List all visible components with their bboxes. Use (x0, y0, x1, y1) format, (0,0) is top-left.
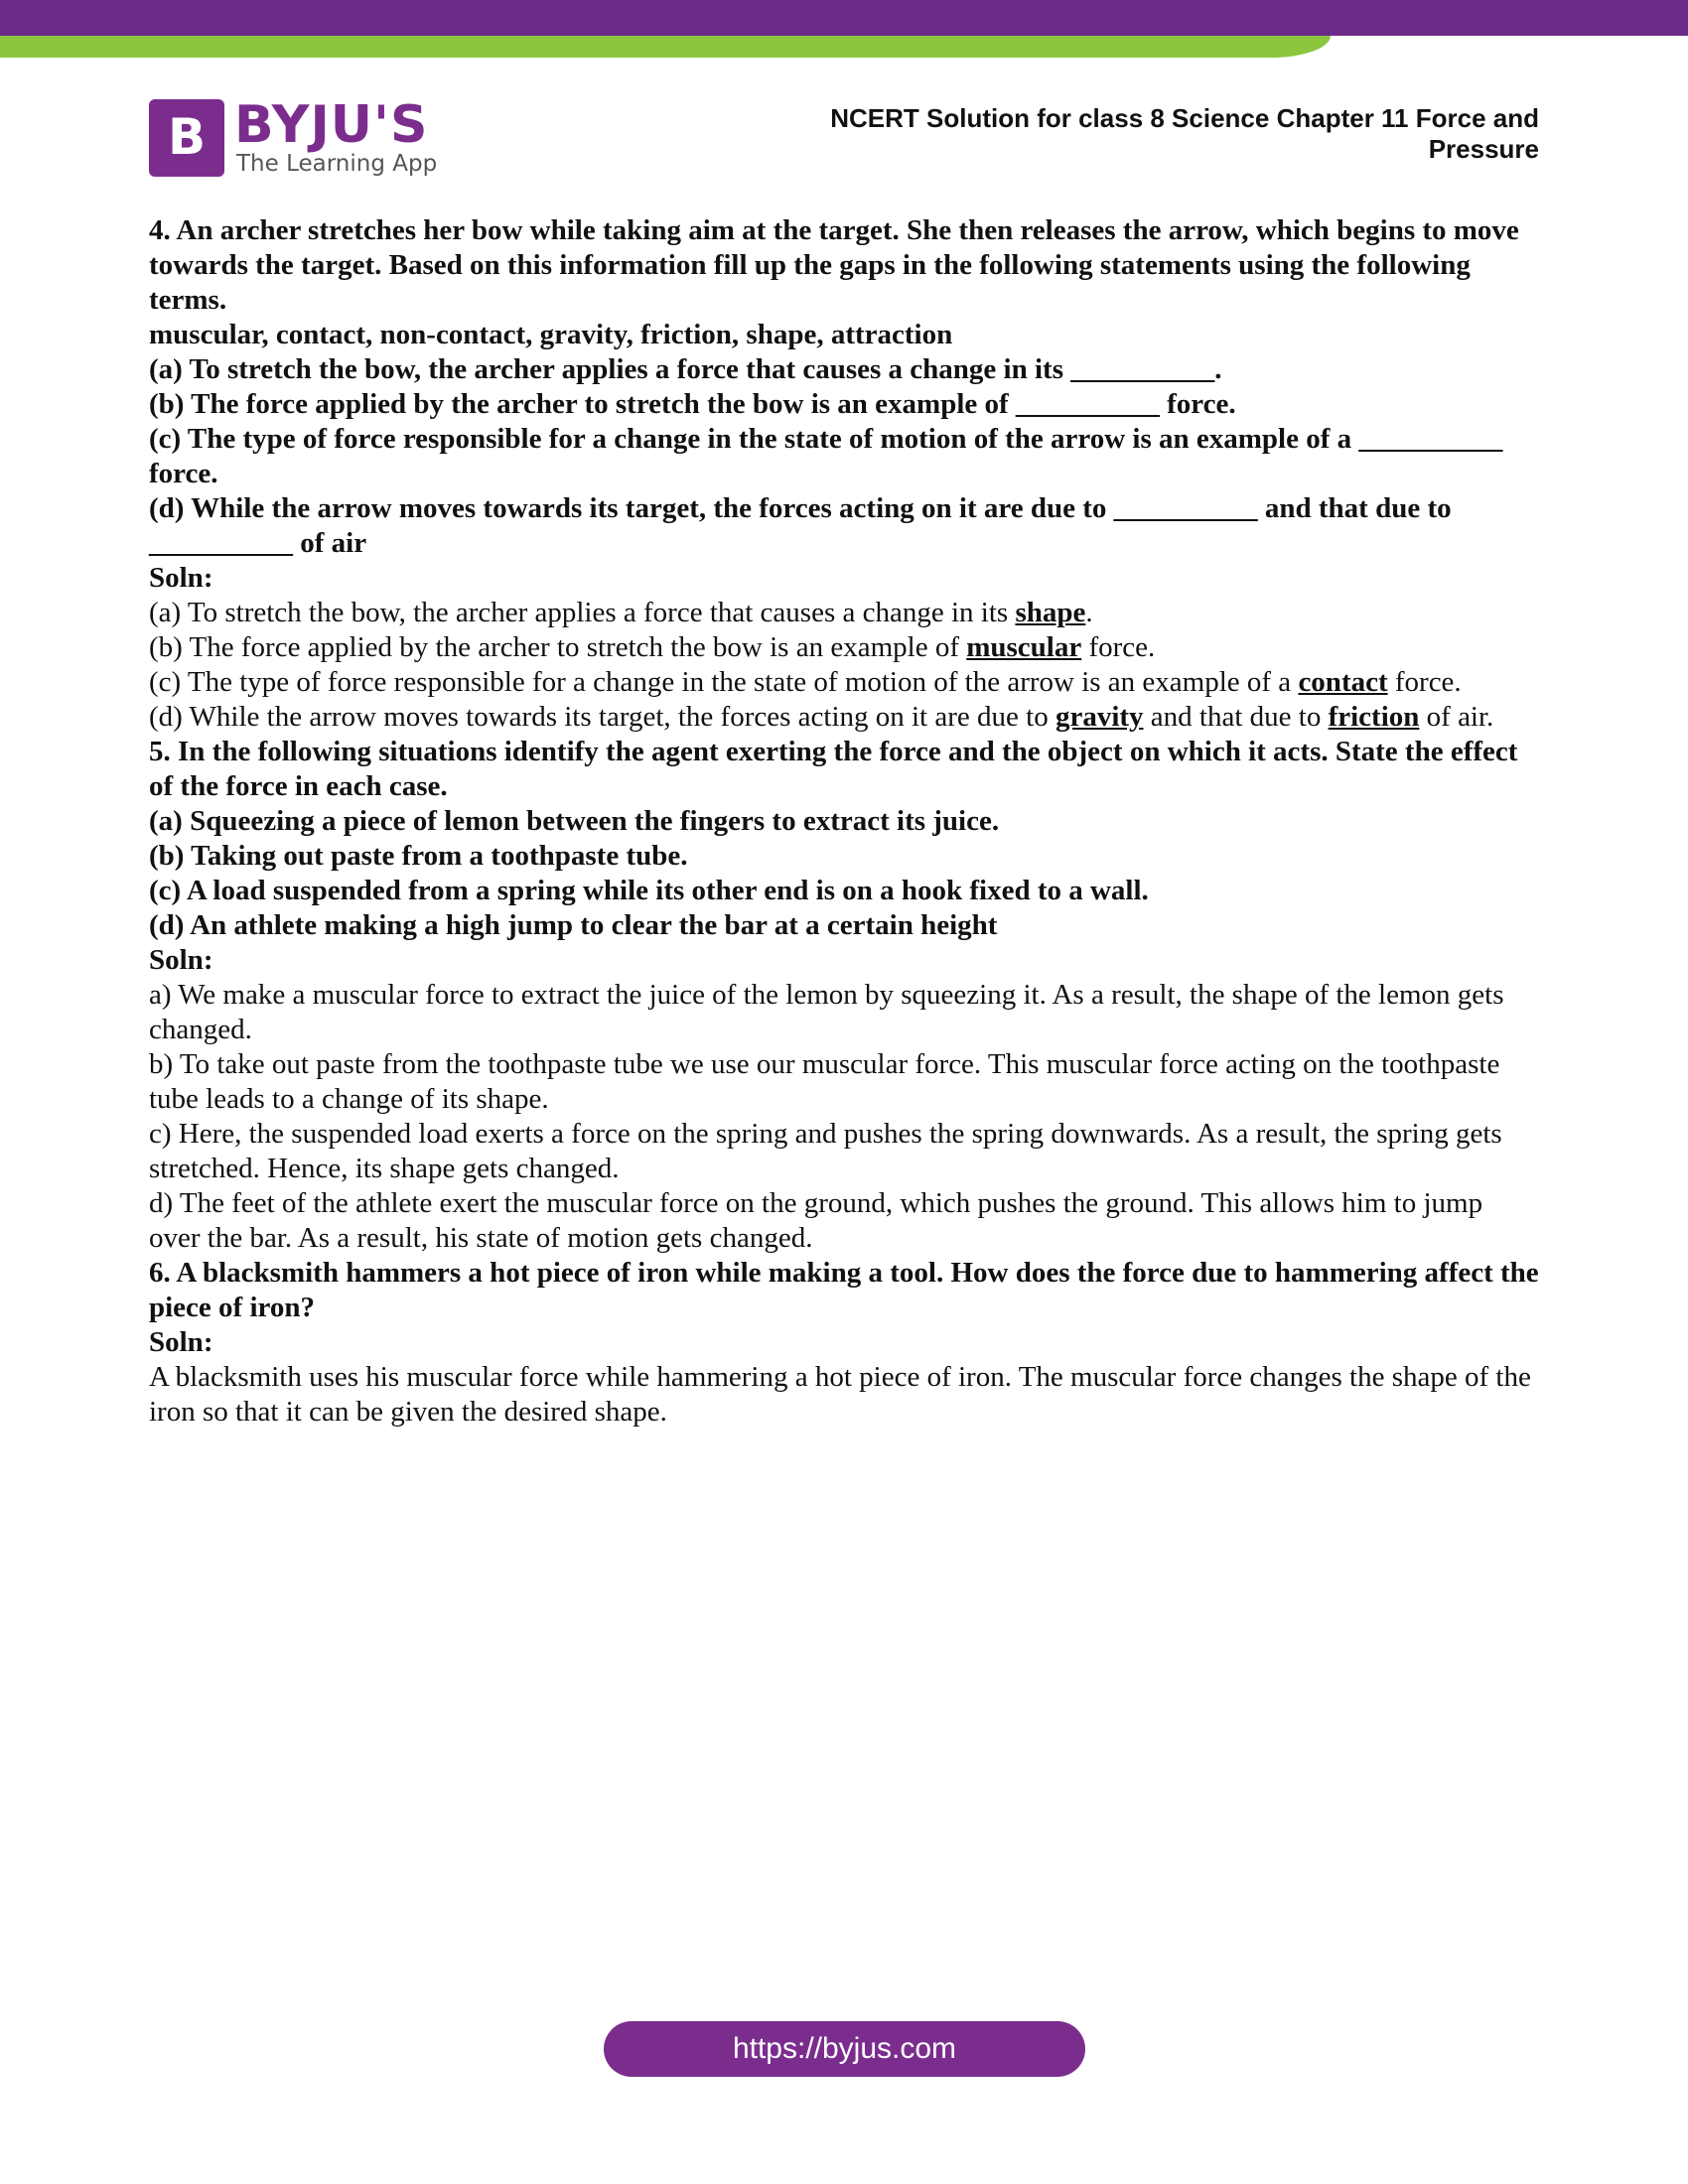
logo-name: BYJU'S (234, 95, 429, 155)
byjus-logo (149, 95, 447, 181)
q4-answer-c-end: force. (1387, 666, 1462, 698)
top-green-band (0, 36, 1331, 58)
q5-part-c: (c) A load suspended from a spring while its other end is on a hook fixed to a wall. (149, 875, 1149, 906)
logo-tagline: The Learning App (236, 151, 438, 177)
q4-terms: muscular, contact, non-contact, gravity, friction, shape, attraction (149, 319, 953, 350)
q4-part-c: (c) The type of force responsible for a change in the state of motion of the arrow is an example of a __________ force. (149, 423, 1503, 489)
q4-answer-a-end: . (1085, 597, 1093, 628)
q6-soln-label: Soln: (149, 1326, 213, 1358)
q6-question: 6. A blacksmith hammers a hot piece of iron while making a tool. How does the force due to hammering affect the piece of iron? (149, 1257, 1539, 1323)
answer-shape: shape (1015, 597, 1086, 628)
answer-contact: contact (1298, 666, 1388, 698)
q5-answer-a: a) We make a muscular force to extract the juice of the lemon by squeezing it. As a result, the shape of the lemon gets changed. (149, 979, 1504, 1045)
q4-part-b: (b) The force applied by the archer to stretch the bow is an example of __________ force. (149, 388, 1236, 420)
q4-answer-b-text: (b) The force applied by the archer to stretch the bow is an example of (149, 631, 967, 663)
answer-gravity: gravity (1055, 701, 1144, 733)
q4-answer-c-text: (c) The type of force responsible for a change in the state of motion of the arrow is an example of a (149, 666, 1299, 698)
q5-soln-label: Soln: (149, 944, 213, 976)
q6-answer: A blacksmith uses his muscular force while hammering a hot piece of iron. The muscular force changes the shape of the iron so that it can be given the desired shape. (149, 1361, 1531, 1428)
q4-answer-d-end: of air. (1419, 701, 1494, 733)
q4-answer-c (149, 665, 1539, 700)
footer-url-link[interactable]: https://byjus.com (604, 2021, 1085, 2077)
q4-answer-a-text: (a) To stretch the bow, the archer applies a force that causes a change in its (149, 597, 1016, 628)
q4-answer-d (149, 700, 1539, 735)
q4-soln-label: Soln: (149, 562, 213, 594)
q4-answer-d-mid: and that due to (1143, 701, 1329, 733)
q5-part-d: (d) An athlete making a high jump to clear the bar at a certain height (149, 909, 998, 941)
q5-answer-b: b) To take out paste from the toothpaste tube we use our muscular force. This muscular force acting on the toothpaste tube leads to a change of its shape. (149, 1048, 1500, 1115)
q5-answer-d: d) The feet of the athlete exert the muscular force on the ground, which pushes the ground. This allows him to jump over the bar. As a result, his state of motion gets changed. (149, 1187, 1483, 1254)
q5-question: 5. In the following situations identify the agent exerting the force and the object on which it acts. State the effect of the force in each case. (149, 736, 1518, 802)
document-body (149, 213, 1539, 1430)
answer-friction: friction (1328, 701, 1420, 733)
q4-answer-d-text: (d) While the arrow moves towards its target, the forces acting on it are due to (149, 701, 1055, 733)
page-title: NCERT Solution for class 8 Science Chapter 11 Force and Pressure (830, 103, 1539, 164)
q5-part-b: (b) Taking out paste from a toothpaste tube. (149, 840, 688, 872)
q4-answer-b-end: force. (1081, 631, 1156, 663)
logo-badge-icon (149, 99, 224, 177)
logo-badge-letter: B (167, 108, 207, 166)
q4-part-a: (a) To stretch the bow, the archer applies a force that causes a change in its __________. (149, 353, 1222, 385)
q4-question: 4. An archer stretches her bow while taking aim at the target. She then releases the arrow, which begins to move towards the target. Based on this information fill up the gaps in the following statements using the following terms. (149, 214, 1519, 316)
q5-answer-c: c) Here, the suspended load exerts a force on the spring and pushes the spring downwards. As a result, the spring gets stretched. Hence, its shape gets changed. (149, 1118, 1502, 1184)
q4-answer-a (149, 596, 1539, 630)
answer-muscular: muscular (966, 631, 1082, 663)
q4-part-d: (d) While the arrow moves towards its target, the forces acting on it are due to __________ and that due to __________ of air (149, 492, 1452, 559)
q5-part-a: (a) Squeezing a piece of lemon between the fingers to extract its juice. (149, 805, 1000, 837)
q4-answer-b (149, 630, 1539, 665)
